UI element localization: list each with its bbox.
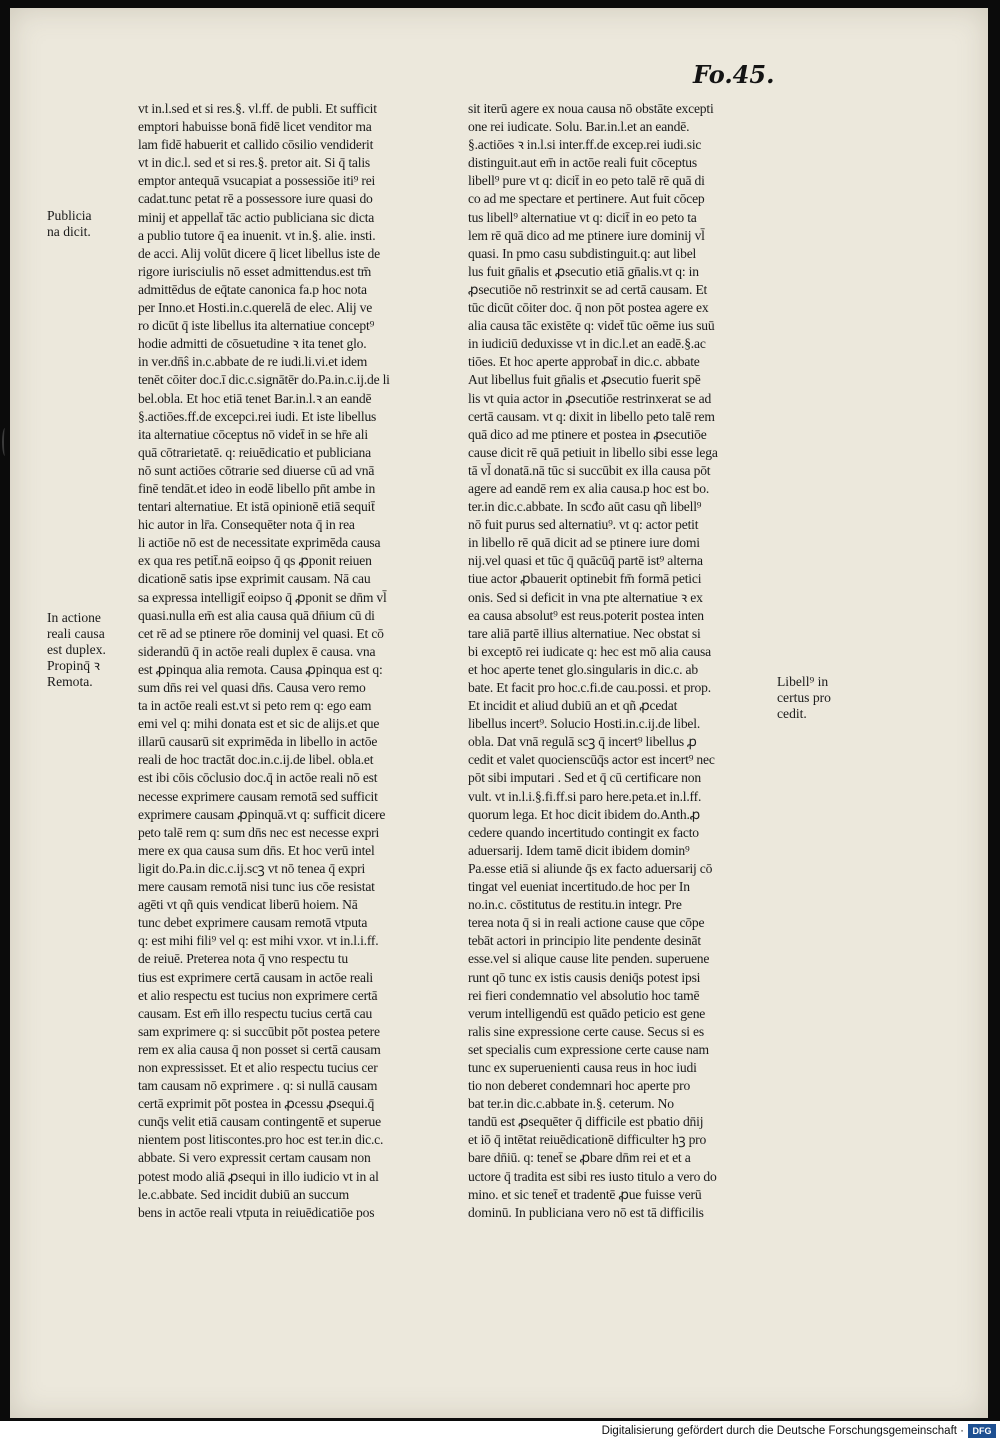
text-line: tā vl̄ donatā.nā tūc si succūbit ex illa causa pōt (468, 462, 711, 478)
text-line: bel.obla. Et hoc etiā tenet Bar.in.l.ꝛ an eandē (138, 390, 372, 406)
text-line: Et incidit et aliud dubiū an et qñ ꝓcedat (468, 698, 678, 714)
text-line: illarū causarū sit exprimēda in libello in actōe (138, 734, 378, 750)
text-line: Pa.esse etiā si aliunde q̄s ex facto aduersarij cō (468, 860, 713, 876)
margin-note-line: certus pro (777, 690, 831, 705)
margin-note-line: Libell⁹ in (777, 674, 829, 689)
margin-note-line: Remota. (47, 674, 93, 689)
text-line: one rei iudicate. Solu. Bar.in.l.et an eandē. (468, 119, 690, 135)
text-line: esse.vel si alique cause lite penden. superuene (468, 951, 710, 967)
page-edge-mark (2, 428, 8, 456)
text-line: mere causam remotā nisi tunc ius cōe resistat (138, 879, 375, 895)
text-line: causam. Est em̄ illo respectu tucius certā cau (138, 1005, 373, 1021)
text-line: li actiōe nō est de necessitate exprimēda causa (138, 535, 381, 551)
right-text-column (468, 100, 768, 1222)
text-line: nientem post litiscontes.pro hoc est ter.in dic.c. (138, 1132, 384, 1148)
dfg-logo: DFG (968, 1424, 996, 1438)
margin-note-line: est duplex. (47, 642, 106, 657)
text-line: tenēt cōiter doc.ī dic.c.signātēr do.Pa.in.c.ij.de li (138, 372, 390, 388)
text-line: mino. et sic tenet̄ et tradentē ꝓue fuisse verū (468, 1186, 702, 1202)
text-line: emi vel q: mihi donata est et sic de alijs.et que (138, 716, 380, 732)
text-line: de acci. Alij volūt dicere q̄ licet libellus iste de (138, 245, 380, 261)
text-line: tiōes. Et hoc aperte approbat̄ in dic.c. abbate (468, 354, 700, 370)
text-line: emptori habuisse bonā fidē licet venditor ma (138, 119, 372, 135)
text-line: libell⁹ pure vt q: dicit̄ in eo peto talē rē quā di (468, 173, 705, 189)
text-line: peto talē rem q: sum dn̄s nec est necesse expri (138, 824, 380, 840)
text-line: co ad me spectare et pertinere. Aut fuit cōcep (468, 191, 705, 207)
margin-note-libellus (777, 674, 857, 722)
text-line: lem rē quā dico ad me ptinere iure dominij vl̄ (468, 227, 705, 243)
left-text-column (138, 100, 434, 1222)
text-line: tio non deberet condemnari hoc aperte pro (468, 1078, 691, 1094)
text-line: tus libell⁹ alternatiue vt q: dicit̄ in eo peto ta (468, 209, 697, 225)
text-line: ligit do.Pa.in dic.c.ij.scꝫ vt nō tenea q̄ expri (138, 860, 366, 876)
text-line: quasi.nulla em̄ est alia causa quā dn̄ium cū di (138, 607, 375, 623)
text-line: distinguit.aut em̄ in actōe reali fuit cōceptus (468, 155, 697, 171)
text-line: ralis sine expressione certe cause. Secus si es (468, 1023, 704, 1039)
margin-note-publiciana (47, 208, 131, 240)
text-line: rei fieri condemnatio vel absolutio hoc tamē (468, 987, 700, 1003)
text-line: onis. Sed si deficit in vna pte alternatiue ꝛ ex (468, 589, 703, 605)
text-line: set specialis cum expressione certe cause nam (468, 1041, 709, 1057)
margin-note-line: reali causa (47, 626, 105, 641)
text-line: agere ad eandē rem ex alia causa.p hoc est bo. (468, 480, 710, 496)
text-line: in ver.dn̄ŝ in.c.abbate de re iudi.li.vi.et idem (138, 354, 368, 370)
text-line: ex qua res petit̄.nā eoipso q̄ qs ꝓponit reiuen (138, 553, 372, 569)
text-line: tunc debet exprimere causam remotā vtputa (138, 915, 368, 931)
text-line: bate. Et facit pro hoc.c.fi.de cau.possi. et prop. (468, 680, 711, 695)
text-line: cedere quando incertitudo contingit ex facto (468, 824, 699, 840)
text-line: pōt sibi imputari . Sed et q̄ cū certificare non (468, 770, 701, 786)
text-line: per Inno.et Hosti.in.c.querelā de elec. Alij ve (138, 300, 373, 316)
folio-number: Fo.45. (693, 60, 775, 89)
text-line: exprimere causam ꝓpinquā.vt q: sufficit dicere (138, 806, 386, 822)
text-line: cunq̄s velit etiā causam contingentē et superue (138, 1114, 381, 1130)
text-line: alia causa tāc existēte q: videt̄ tūc oēme ius suū (468, 318, 715, 334)
text-line: necesse exprimere causam remotā sed sufficit (138, 788, 378, 804)
text-line: non expressisset. Et et alio respectu tucius cer (138, 1059, 378, 1075)
text-line: ter.in dic.c.abbate. In scđo aūt casu qñ libell⁹ (468, 499, 702, 515)
text-line: aduersarij. Idem tamē dicit ibidem domin⁹ (468, 842, 690, 858)
text-line: est ꝓpinqua alia remota. Causa ꝓpinqua est q: (138, 661, 383, 677)
margin-note-line: cedit. (777, 706, 807, 721)
text-line: hic autor in lr̄a. Consequēter nota q̄ in rea (138, 517, 355, 533)
text-line: est ibi cōis cōclusio doc.q̄ in actōe reali nō est (138, 770, 378, 786)
text-line: no.in.c. cōstitutus de restitu.in integr. Pre (468, 897, 682, 913)
text-line: bare dn̄iū. q: tenet̄ se ꝓbare dn̄m rei et et a (468, 1150, 691, 1166)
text-line: nō fuit purus sed alternatiu⁹. vt q: actor petit (468, 517, 699, 533)
text-line: tare aliā partē illius alternatiue. Nec obstat si (468, 625, 701, 641)
text-line: bens in actōe reali vtputa in reiuēdicatiōe pos (138, 1204, 375, 1220)
text-line: finē tendāt.et ideo in eodē libello pn̄t ambe in (138, 480, 376, 496)
text-line: agēti vt qñ quis vendicat liberū hoiem. Nā (138, 897, 358, 913)
text-line: runt qō tunc ex istis causis deniq̄s potest ipsi (468, 969, 701, 985)
text-line: in iudiciū deduxisse vt in dic.l.et an eadē.§.ac (468, 336, 706, 352)
text-line: tingat vel eueniat incertitudo.de hoc per In (468, 879, 690, 895)
text-line: in libello rē quā dicit ad se ptinere iure domi (468, 535, 700, 551)
margin-note-line: Propinq̄ ꝛ (47, 658, 100, 673)
text-line: ꝓsecutiōe nō restrinxit se ad certā causam. Et (468, 281, 708, 297)
text-line: a publio tutore q̄ ea inuenit. vt in.§. alie. insti. (138, 227, 376, 243)
text-line: bi exceptō rei iudicate q: hec est mō alia causa (468, 643, 711, 659)
text-line: quā dico ad me ptinere et postea in ꝓsecutiōe (468, 426, 707, 442)
text-line: ta in actōe reali est.vt si peto rem q: ego eam (138, 698, 372, 714)
text-line: le.c.abbate. Sed incidit dubiū an succum (138, 1186, 349, 1202)
text-line: libellus incert⁹. Solucio Hosti.in.c.ij.de libel. (468, 716, 701, 732)
text-line: nij.vel quasi et tūc q̄ quācūq̄ partē ist⁹ alterna (468, 553, 703, 569)
margin-note-line: In actione (47, 610, 101, 625)
margin-note-in-actione (47, 610, 131, 690)
text-line: verum intelligendū est quādo peticio est gene (468, 1005, 706, 1021)
text-line: lus fuit gn̄alis et ꝓsecutio etiā gn̄alis.vt q: in (468, 263, 699, 279)
text-line: certā causam. vt q: dixit in libello peto talē rem (468, 408, 715, 424)
text-line: vult. vt in.l.i.§.fi.ff.si paro here.peta.et in.l.ff. (468, 788, 702, 804)
text-line: hodie admitti de cōsuetudine ꝛ ita tenet glo. (138, 336, 367, 352)
text-line: ita alternatiue cōceptus nō videt̄ in se hr̄e ali (138, 426, 368, 442)
text-line: quasi. In pmo casu subdistinguit.q: aut libel (468, 245, 697, 261)
text-line: et hoc aperte tenet glo.singularis in dic.c. ab (468, 661, 698, 677)
text-line: quorum lega. Et hoc dicit ibidem do.Anth.ꝓ (468, 806, 701, 822)
text-line: vt in dic.l. sed et si res.§. pretor ait. Si q̄ talis (138, 155, 370, 171)
text-line: minij et appellat̄ tāc actio publiciana sic dicta (138, 209, 375, 225)
text-line: cedit et valet quocienscūq̄s actor est incert⁹ nec (468, 752, 715, 768)
text-line: tam causam nō exprimere . q: si nullā causam (138, 1078, 378, 1094)
text-line: mere ex qua causa sum dn̄s. Et hoc verū intel (138, 842, 375, 858)
text-line: potest modo aliā ꝓsequi in illo iudicio vt in al (138, 1168, 379, 1184)
text-line: sit iterū agere ex noua causa nō obstāte excepti (468, 101, 714, 116)
text-line: tūc dicūt cōiter doc. q̄ non pōt postea agere ex (468, 300, 709, 316)
margin-note-line: Publicia (47, 208, 92, 223)
text-line: quā cōtrarietatē. q: reiuēdicatio et publiciana (138, 444, 371, 460)
text-line: dominū. In publiciana vero nō est tā difficilis (468, 1204, 704, 1220)
text-line: vt in.l.sed et si res.§. vl.ff. de publi. Et sufficit (138, 101, 377, 116)
text-line: sam exprimere q: si succūbit pōt postea petere (138, 1023, 380, 1039)
text-line: siderandū q̄ in actōe reali duplex ē causa. vna (138, 643, 376, 659)
text-line: dicationē satis ipse exprimit causam. Nā cau (138, 571, 371, 587)
text-line: ro dicūt q̄ iste libellus ita alternatiue concept⁹ (138, 318, 375, 334)
text-line: q: est mihi fili⁹ vel q: est mihi vxor. vt in.l.i.ff. (138, 933, 379, 949)
text-line: tiue actor ꝓbauerit optinebit fm̄ formā petici (468, 571, 702, 587)
text-line: tandū est ꝓsequēter q̄ difficile est pbatio dn̄ij (468, 1114, 704, 1130)
text-line: lis vt quia actor in ꝓsecutiōe restrinxerat se ad (468, 390, 712, 406)
text-line: uctore q̄ tradita est sibi res iusto titulo a vero do (468, 1168, 717, 1184)
text-line: et alio respectu est tucius non exprimere certā (138, 987, 378, 1003)
text-line: sum dn̄s rei vel quasi dn̄s. Causa vero remo (138, 680, 366, 695)
text-line: cet rē ad se ptinere rōe dominij vel quasi. Et cō (138, 625, 384, 641)
funding-notice: Digitalisierung gefördert durch die Deutsche Forschungsgemeinschaft · (601, 1425, 964, 1437)
text-line: emptor antequā vsucapiat a possessiōe iti⁹ rei (138, 173, 376, 189)
text-line: tentari alternatiue. Et istā opinionē etiā sequit̄ (138, 499, 375, 515)
text-line: ea causa absolut⁹ est reus.poterit postea inten (468, 607, 704, 623)
text-line: §.actiōes.ff.de excepci.rei iudi. Et iste libellus (138, 408, 377, 424)
margin-note-line: na dicit. (47, 224, 91, 239)
text-line: terea nota q̄ si in reali actione cause que cōpe (468, 915, 705, 931)
text-line: bat ter.in dic.c.abbate in.§. ceterum. No (468, 1096, 674, 1112)
text-line: tius est exprimere certā causam in actōe reali (138, 969, 373, 985)
book-page (10, 8, 988, 1418)
text-line: admittēdus de eq̄tate canonica fa.p hoc nota (138, 281, 367, 297)
text-line: rem ex alia causa q̄ non posset si certā causam (138, 1041, 381, 1057)
text-line: tebāt actori in principio lite pendente desināt (468, 933, 701, 949)
text-line: cause dicit rē quā petiuit in libello sibi esse lega (468, 444, 718, 460)
text-line: sa expressa intelligit̄ eoipso q̄ ꝓponit se dn̄m vl̄ (138, 589, 387, 605)
text-line: et iō q̄ intētat reiuēdicationē difficulter hꝫ pro (468, 1132, 707, 1148)
text-line: certā exprimit pōt postea in ꝓcessu ꝓsequi.q̄ (138, 1096, 375, 1112)
text-line: §.actiōes ꝛ in.l.si inter.ff.de excep.rei iudi.sic (468, 137, 702, 153)
text-line: rigore iurisciulis nō esset admittendus.est tm̄ (138, 263, 372, 279)
text-line: de reiuē. Preterea nota q̄ vno respectu tu (138, 951, 348, 967)
footer-bar (0, 1421, 1000, 1444)
text-line: nō sunt actiōes cōtrarie sed diuerse cū ad vnā (138, 462, 375, 478)
text-line: cadat.tunc petat rē a possessore iure quasi do (138, 191, 373, 207)
text-line: lam fidē habuerit et callido cōsilio vendiderit (138, 137, 374, 153)
text-line: Aut libellus fuit gn̄alis et ꝓsecutio fuerit spē (468, 372, 701, 388)
text-line: tunc ex superuenienti causa reus in hoc iudi (468, 1059, 697, 1075)
text-line: abbate. Si vero expressit certam causam non (138, 1150, 371, 1166)
text-line: reali de hoc tractāt doc.in.c.ij.de libel. obla.et (138, 752, 374, 768)
text-line: obla. Dat vnā regulā scꝫ q̄ incert⁹ libellus ꝓ (468, 734, 697, 750)
